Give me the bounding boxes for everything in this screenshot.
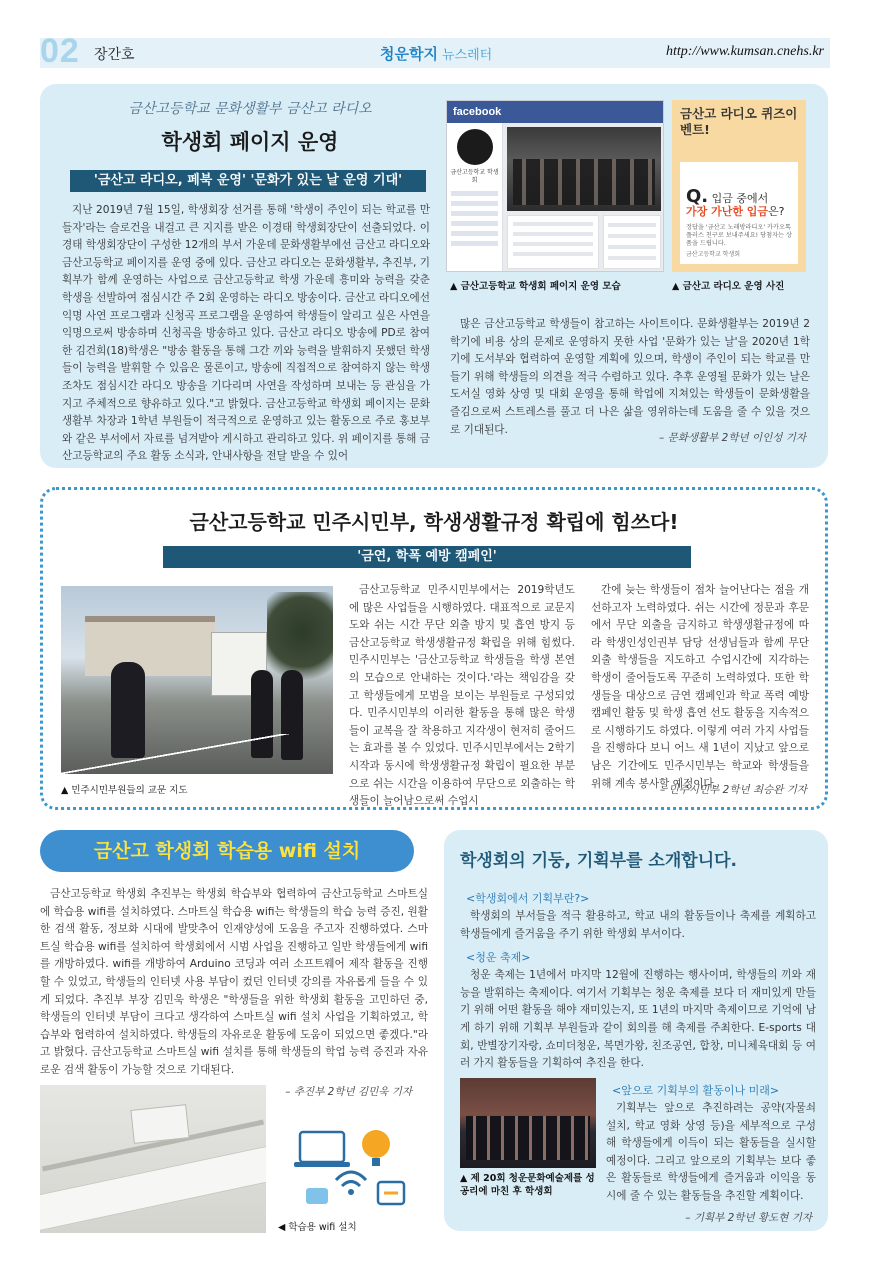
facebook-page-screenshot — [446, 100, 664, 272]
section2-body-colB: 간에 늦는 학생들이 점차 늘어난다는 점을 개선하고자 노력하였다. 쉬는 시간에 정문과 후문에서 무단 외출을 금지하고 학생생활규정에 따라 학생인성인권부 담당 선생님들과 함께 무단 외출 학생들을 지도하고 수업시간에 지각하는 학생이 줄어들도록 꾸준히 노력하였다. 또한 학생들을 대상으로 금연 캠페인과 학교 폭력 예방 캠페인 활동 및 학생 흡연 선도 활동을 지속적으로 시행하기도 하였다. 이렇게 여러 가지 사업들을 진행하다 보니 어느 새 1년이 지났고 앞으로 남은 기간에도 민주시민부는 학교와 학생들을 위해 계속 봉사할 예정이다. — [591, 584, 810, 790]
section1-body-col1: 지난 2019년 7월 15일, 학생회장 선거를 통해 '학생이 주인이 되는 학교를 만들자'라는 슬로건을 내걸고 큰 지지를 받은 이경태 학생회장단이 선출되었다. 이경태 학생회장단이 구성한 12개의 부서 가운데 문화생활부에선 금산고 라디오와 금산고등학교 페이지를 운영 중에 있다. 금산고 라디오는 문화생활부, 추진부, 기획부가 함께 운영하는 사업으로 금산고등학교 학생 가운데 흥미와 능력을 갖춘 학생을 선발하여 점심시간 주 2회 운영하는 라디오 방송이다. 금산고 라디오에선 익명 사연 프로그램과 신청곡 프로그램을 운영하여 학생들이 알리고 싶은 사연을 익명으로써 방송하며 신청곡을 방송하고 있다. 금산고 라디오 방송에 PD로 참여한 김건희(18)학생은 "방송 활동을 통해 그간 끼와 능력을 발휘하지 못했던 학생들이 능력을 발휘할 수 있음은 물론이고, 방송에 직접적으로 참여하지 않는 학생조차도 점심시간 라디오 방송을 기다리며 사연을 작성하며 보내는 등 관심을 가지고 주체적으로 향유하고 있다."고 밝혔다. 금산고등학교 학생회 페이지는 문화생활부 차장과 1학년 부원들이 적극적으로 운영하고 있는 활동으로 주로 홍보부와 같은 부서에서 자료를 넘겨받아 게시하고 관리하고 있다. 위 페이지를 통해 금산고등학교의 주요 활동 소식과, 안내사항을 전달 받을 수 있어 — [62, 204, 431, 463]
section3-body: 금산고등학교 학생회 추진부는 학생회 학습부와 협력하여 금산고등학교 스마트실에 학습용 wifi를 설치하였다. 스마트실 학습용 wifi는 학생들의 학습 능력 증진, 원활한 검색 활동, 정보화 시대에 발맞추어 인재양성에 도움을 주고자 진행하였다. 스마트실 학습용 wifi를 설치하여 학생회에서 시범 사업을 진행하고 일반 학생들에게 wifi를 개방하였다. wifi를 개방하여 Arduino 코딩과 여러 소프트웨어 제작 활동을 진행할 수 있었고, 학생들의 인터넷 사용 부담이 컸던 인터넷 강의를 자유롭게 들을 수 있게 되었다. 추진부 부장 김민욱 학생은 "학생들을 위한 학생회 활동을 고민하던 중, 학생들의 인터넷 부담이 크다고 생각하여 스마트실 wifi 설치 사업을 기획하였고, 학습부와 협력하여 설치하였다. 학생들의 자유로운 활동에 도움이 되었으면 좋겠다."라고 밝혔다. 금산고등학교 스마트실 wifi 설치를 통해 학생들의 학업 능력 증진과 자유로운 검색 활동이 가능할 것으로 기대된다. — [40, 888, 428, 1076]
text-future: 기획부는 앞으로 추진하려는 공약(자물쇠 설치, 학교 영화 상영 등)을 세부적으로 구성해 학생들에게 이득이 되는 활동들을 실시할 예정이다. 그리고 앞으로의 기획부는 보다 좋은 활동들로 학생들에게 즐거움과 이익을 동시에 줄 수 있는 활동들을 추진할 계획이다. — [606, 1102, 816, 1202]
section4-credit: – 기획부 2학년 황도현 기자 — [685, 1212, 812, 1224]
quiz-line2: 가장 가난한 입금 — [686, 205, 769, 218]
quiz-q-mark: Q. — [686, 186, 709, 207]
newsletter-brand — [380, 43, 492, 64]
section1-body-col2: 많은 금산고등학교 학생들이 참고하는 사이트이다. 문화생활부는 2019년 2학기에 비용 상의 문제로 운영하지 못한 사업 '문화가 있는 날'을 2020년 1학기에 도서부와 협력하여 운영할 계획에 있으며, 학생이 주인이 되는 학교를 만들기 위해 학생들의 의견을 적극 수렴하고 있다. 추후 운영될 문화가 있는 날은 도서실 영화 상영 및 대회 운영을 통해 학업에 지쳐있는 학생들이 문화생활을 즐김으로써 스트레스를 풀고 더 나은 삶을 영위하는데 도움을 줄 수 있을 것으로 기대된다. — [450, 318, 810, 436]
section1-kicker: 금산고등학교 문화생활부 금산고 라디오 — [128, 101, 372, 117]
ceiling-lamp — [40, 1142, 266, 1231]
section3-title-pill: 금산고 학생회 학습용 wifi 설치 — [40, 830, 414, 872]
section1-subtitle-bar: '금산고 라디오, 페북 운영' '문화가 있는 날 운영 기대' — [70, 170, 426, 192]
label-future: <앞으로 기획부의 활동이나 미래> — [612, 1084, 780, 1097]
school-building — [85, 616, 215, 676]
section4-title: 학생회의 기둥, 기획부를 소개합니다. — [460, 851, 738, 871]
text-festival: 청운 축제는 1년에서 마지막 12월에 진행하는 행사이며, 학생들의 끼와 재능을 발휘하는 축제이다. 여기서 기획부는 청운 축제를 보다 더 재미있게 만들기 위해 어떤 활동을 해야 재미있는지, 또 1년의 마지막 축제이므로 기억에 남게 하기 위해 기획부 부원들과 같이 회의를 해 축제를 주최한다. E-sports 대회, 반별장기자랑, 쇼미더청운, 복면가왕, 친조공연, 합창, 미니체육대회 등 여러 가지 활동들을 기획하여 추진을 한다. — [460, 969, 816, 1070]
quiz-line2-tail: 은? — [768, 205, 785, 218]
cover-photo — [507, 127, 661, 211]
festival-group-photo — [460, 1078, 596, 1168]
feed-post — [507, 215, 599, 269]
caption-wifi: ◀ 학습용 wifi 설치 — [278, 1222, 357, 1233]
section3-credit: – 추진부 2학년 김민욱 기자 — [285, 1085, 412, 1098]
section1-title: 학생회 페이지 운영 — [161, 130, 339, 154]
feed-aside — [603, 215, 661, 269]
page-name: 금산고등학교 학생회 — [450, 169, 499, 184]
section-democratic-citizen — [40, 487, 828, 810]
group-photo — [513, 159, 655, 205]
road-line — [61, 734, 333, 774]
quiz-footer: 금산고등학교 학생회 — [686, 251, 741, 258]
wifi-illustration-icon — [286, 1118, 416, 1216]
quiz-line1: 입금 중에서 — [711, 192, 769, 205]
school-url-link[interactable]: http://www.kumsan.cnehs.kr — [665, 44, 824, 59]
wifi-device-photo — [40, 1085, 266, 1233]
caption-festival: ▲ 제 20회 청운문화예술제를 성공리에 마친 후 학생회 — [460, 1173, 595, 1197]
label-what-is: <학생회에서 기획부란?> — [466, 892, 590, 905]
group-rows — [466, 1116, 590, 1160]
section2-title: 금산고등학교 민주시민부, 학생생활규정 확립에 힘쓰다! — [189, 510, 679, 534]
page-number: 02 — [40, 32, 80, 70]
caption-facebook: ▲ 금산고등학교 학생회 페이지 운영 모습 — [450, 281, 621, 292]
quiz-card — [680, 162, 798, 264]
facebook-sidebar — [447, 123, 503, 271]
section4-future — [606, 1080, 816, 1206]
quiz-question — [686, 186, 785, 218]
sidebar-nav — [451, 191, 498, 246]
section2-credit: – 민주시민부 2학년 최승완 기자 — [660, 784, 807, 796]
section2-body-colA: 금산고등학교 민주시민부에서는 2019학년도에 많은 사업들을 시행하였다. 대표적으로 교문지도와 쉬는 시간 무단 외출 방지 및 흡연 방지 등 금산고등학교 학생생활규정 확립을 위해 힘썼다. 민주시민부는 '금산고등학교 학생들을 학생 본연의 모습으로 안내하는 것이다.'라는 책임감을 갖고 학생들에게 모범을 보이는 부원들로 구성되었다. 민주시민부의 이러한 활동을 통해 많은 학생들이 교복을 잘 착용하고 지각생이 현저히 줄어드는 효과를 볼 수 있었다. 민주시민부에서는 2학기 시작과 동시에 학생생활규정 확립이 필요한 부분으로 쉬는 시간을 이용하여 무단으로 외출하는 학생들이 늘어남으로써 수업시 — [349, 584, 575, 808]
section1-credit: – 문화생활부 2학년 이인성 기자 — [659, 432, 806, 444]
section-wifi — [40, 886, 428, 1099]
school-gate-photo — [61, 586, 333, 774]
quiz-title: 금산고 라디오 퀴즈이벤트! — [680, 106, 798, 137]
caption-radio: ▲ 금산고 라디오 운영 사진 — [672, 281, 785, 292]
section4-body — [460, 888, 816, 1073]
label-festival: <청운 축제> — [466, 951, 531, 965]
page-avatar — [457, 129, 493, 165]
section-student-page — [40, 84, 828, 468]
page-header — [40, 32, 830, 70]
brand-sub: 뉴스레터 — [441, 48, 493, 63]
section-planning-dept — [444, 830, 828, 1231]
section2-subtitle-bar: '금연, 학폭 예방 캠페인' — [163, 546, 691, 568]
brand-name: 청운학지 — [380, 45, 438, 63]
caption-gate: ▲ 민주시민부원들의 교문 지도 — [61, 785, 188, 796]
text-what-is: 학생회의 부서들을 적극 활용하고, 학교 내의 활동들이나 축제를 계획하고 학생들에게 즐거움을 주기 위한 학생회 부서이다. — [460, 910, 816, 940]
facebook-bar: facebook — [447, 101, 663, 123]
issue-label: 장간호 — [94, 47, 135, 63]
quiz-note: 정답을 '금산고 노래방라디오' 카카오톡 플러스 친구로 보내주세요! 당첨자는 상품을 드립니다. — [686, 224, 792, 247]
wifi-router — [130, 1104, 189, 1144]
radio-quiz-poster — [672, 100, 806, 272]
